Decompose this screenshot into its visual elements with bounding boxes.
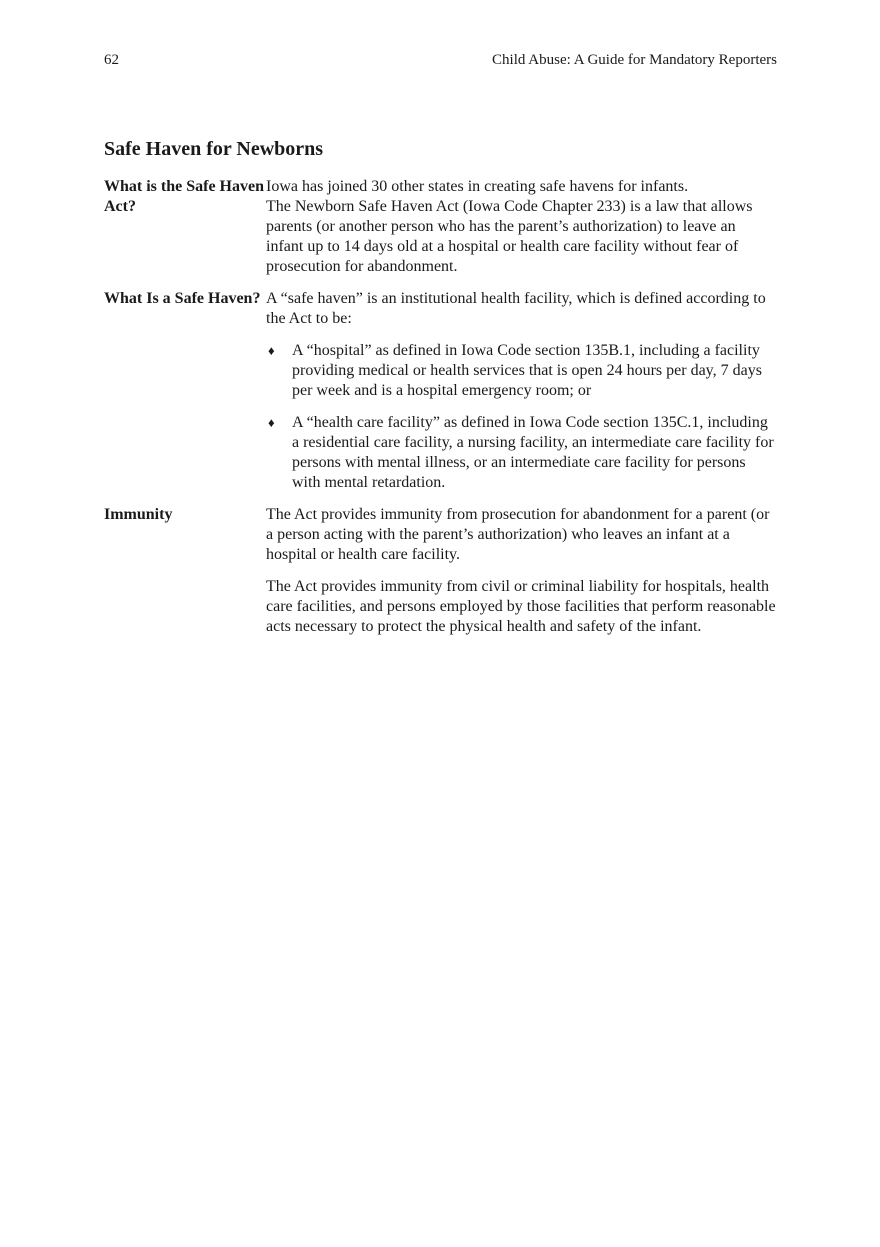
entry-body xyxy=(266,289,776,493)
bullet-item xyxy=(266,341,776,401)
bullet-list xyxy=(266,341,776,493)
page-header xyxy=(104,52,777,72)
running-title: Child Abuse: A Guide for Mandatory Reporters xyxy=(492,52,777,68)
entry-immunity xyxy=(104,505,776,637)
bullet-item xyxy=(266,413,776,493)
paragraph: The Act provides immunity from prosecution for abandonment for a parent (or a person acting with the parent’s authorization) who leaves an infant at a hospital or health care facility. xyxy=(266,506,770,563)
entries xyxy=(104,177,776,649)
entry-body xyxy=(266,177,776,277)
entry-label: What is the Safe Haven Act? xyxy=(104,178,264,215)
entry-label: Immunity xyxy=(104,506,173,523)
entry-what-is-act xyxy=(104,177,776,277)
page-number: 62 xyxy=(104,52,119,68)
paragraph: The Newborn Safe Haven Act (Iowa Code Chapter 233) is a law that allows parents (or another person who has the parent’s authorization) to leave an infant up to 14 days old at a hospital or health care facility without fear of prosecution for abandonment. xyxy=(266,198,753,275)
paragraph: Iowa has joined 30 other states in creating safe havens for infants. xyxy=(266,178,689,195)
bullet-text: A “health care facility” as defined in Iowa Code section 135C.1, including a residential care facility, a nursing facility, an intermediate care facility for persons with mental illness, or an intermediate care facility for persons with mental retardation. xyxy=(292,414,774,491)
section-title: Safe Haven for Newborns xyxy=(104,138,324,160)
entry-label: What Is a Safe Haven? xyxy=(104,290,261,307)
diamond-bullet-icon: ♦ xyxy=(268,415,275,430)
entry-body xyxy=(266,505,776,637)
entry-what-is-haven xyxy=(104,289,776,493)
paragraph: A “safe haven” is an institutional health facility, which is defined according to the Act to be: xyxy=(266,290,766,327)
diamond-bullet-icon: ♦ xyxy=(268,343,275,358)
paragraph: The Act provides immunity from civil or criminal liability for hospitals, health care facilities, and persons employed by those facilities that perform reasonable acts necessary to protect the physical health and safety of the infant. xyxy=(266,578,776,635)
bullet-text: A “hospital” as defined in Iowa Code section 135B.1, including a facility providing medical or health services that is open 24 hours per day, 7 days per week and is a hospital emergency room; or xyxy=(292,342,762,399)
